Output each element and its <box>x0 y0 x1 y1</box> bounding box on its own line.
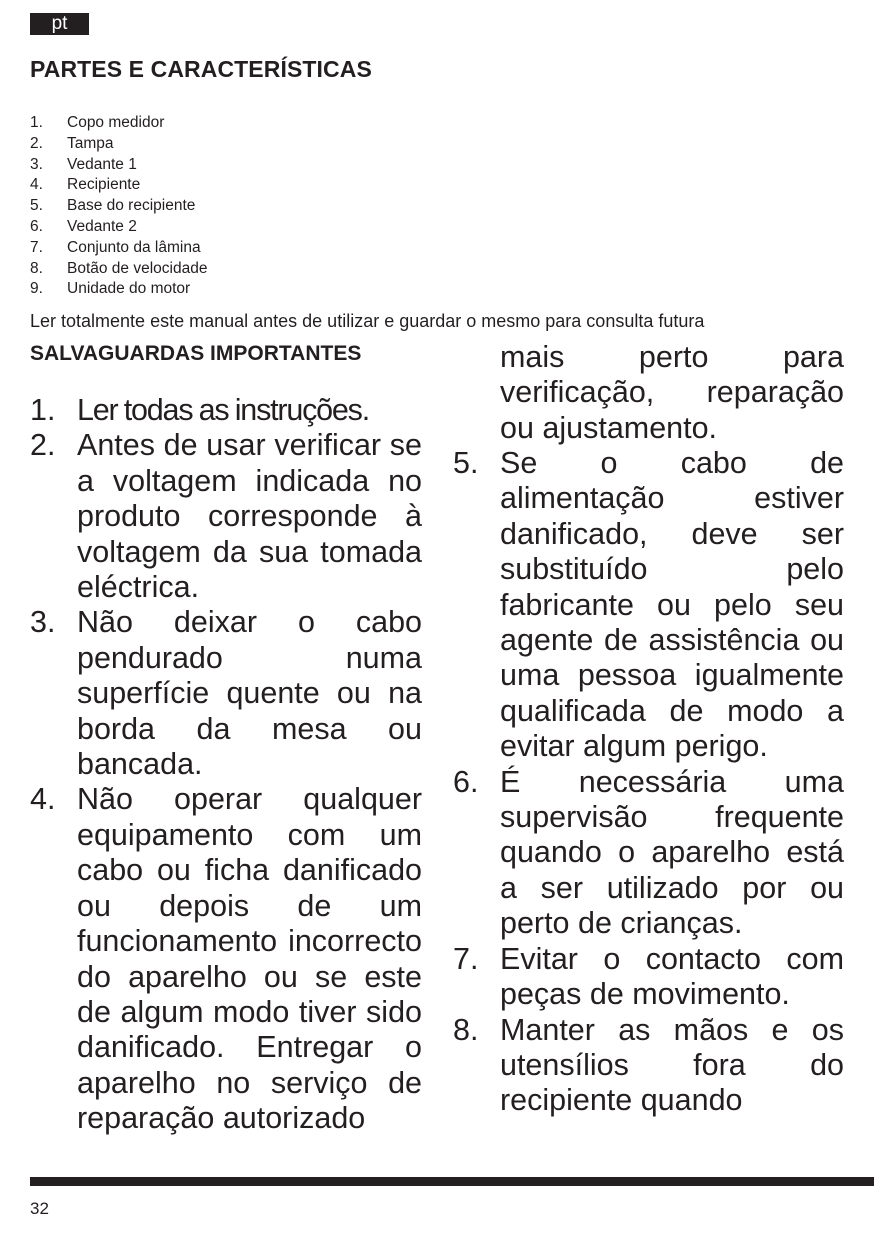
item-text: Não deixar o cabo pendurado numa superfície quente ou na borda da mesa ou bancada. <box>77 605 422 782</box>
safeguard-item <box>453 446 844 765</box>
part-label: Botão de velocidade <box>67 259 208 277</box>
item-number: 5. <box>453 446 479 480</box>
parts-list-item <box>30 155 207 176</box>
safeguard-item <box>30 393 422 428</box>
part-number: 6. <box>30 217 43 235</box>
safeguards-list-right <box>453 446 844 1119</box>
continuation-line: verificação, reparação <box>500 375 844 410</box>
parts-list-item <box>30 196 207 217</box>
item-text: Ler todas as instruções. <box>77 393 370 427</box>
part-label: Copo medidor <box>67 114 165 131</box>
safeguard-item <box>453 765 844 942</box>
part-number: 3. <box>30 155 43 173</box>
parts-list-item <box>30 259 207 280</box>
continuation-line: mais perto para <box>500 340 844 374</box>
language-tag: pt <box>30 13 89 35</box>
parts-list-item <box>30 279 207 300</box>
footer-rule <box>30 1177 874 1186</box>
part-number: 2. <box>30 134 43 152</box>
item-number: 8. <box>453 1012 479 1047</box>
item-number: 2. <box>30 428 56 463</box>
item-text: É necessária uma supervisão frequente quando o aparelho está a ser utilizado por ou perto de crianças. <box>500 764 844 941</box>
safeguard-item <box>453 942 844 1013</box>
part-number: 4. <box>30 176 43 194</box>
part-label: Vedante 2 <box>67 217 137 235</box>
item-text: Antes de usar verificar se a voltagem indicada no produto corresponde à voltagem da sua tomada eléctrica. <box>77 428 422 605</box>
part-label: Conjunto da lâmina <box>67 238 201 256</box>
safeguard-item <box>30 428 422 605</box>
item-number: 1. <box>30 393 56 427</box>
part-label: Unidade do motor <box>67 280 191 298</box>
parts-list-item <box>30 217 207 238</box>
safeguards-list-left <box>30 393 422 1137</box>
part-label: Base do recipiente <box>67 197 196 215</box>
part-label: Recipiente <box>67 176 141 194</box>
item-text: Se o cabo de alimentação estiver danificado, deve ser substituído pelo fabricante ou pelo seu agente de assistência ou uma pessoa igualmente qualificada de modo a evitar algum perigo. <box>500 446 844 764</box>
safeguard-item <box>453 1013 844 1119</box>
safeguards-title: SALVAGUARDAS IMPORTANTES <box>30 342 362 365</box>
part-number: 7. <box>30 238 43 256</box>
part-label: Vedante 1 <box>67 155 137 173</box>
part-number: 5. <box>30 197 43 215</box>
item-number: 3. <box>30 605 56 640</box>
parts-list <box>30 113 207 300</box>
parts-list-item <box>30 175 207 196</box>
part-label: Tampa <box>67 134 114 152</box>
item-number: 7. <box>453 941 479 976</box>
continuation-line: ou ajustamento. <box>500 410 718 445</box>
section-title: PARTES E CARACTERÍSTICAS <box>30 56 372 82</box>
item-text: Evitar o contacto com peças de movimento. <box>500 941 844 1012</box>
page-number: 32 <box>30 1199 49 1218</box>
item-text: Manter as mãos e os utensílios fora do recipiente quando <box>500 1012 844 1118</box>
parts-list-item <box>30 134 207 155</box>
parts-list-item <box>30 113 207 134</box>
item-number: 6. <box>453 764 479 799</box>
parts-list-item <box>30 238 207 259</box>
part-number: 8. <box>30 259 43 277</box>
item-number: 4. <box>30 782 56 817</box>
safeguard-item <box>30 605 422 782</box>
safeguard-item <box>30 782 422 1136</box>
part-number: 9. <box>30 280 43 298</box>
part-number: 1. <box>30 114 43 131</box>
item-text: Não operar qualquer equipamento com um cabo ou ficha danificado ou depois de um funcionamento incorrecto do aparelho ou se este de algum modo tiver sido danificado. Entregar o aparelho no serviço de reparação autorizado <box>77 782 422 1136</box>
item-4-continuation <box>500 340 844 446</box>
manual-note: Ler totalmente este manual antes de utilizar e guardar o mesmo para consulta futura <box>30 311 705 331</box>
